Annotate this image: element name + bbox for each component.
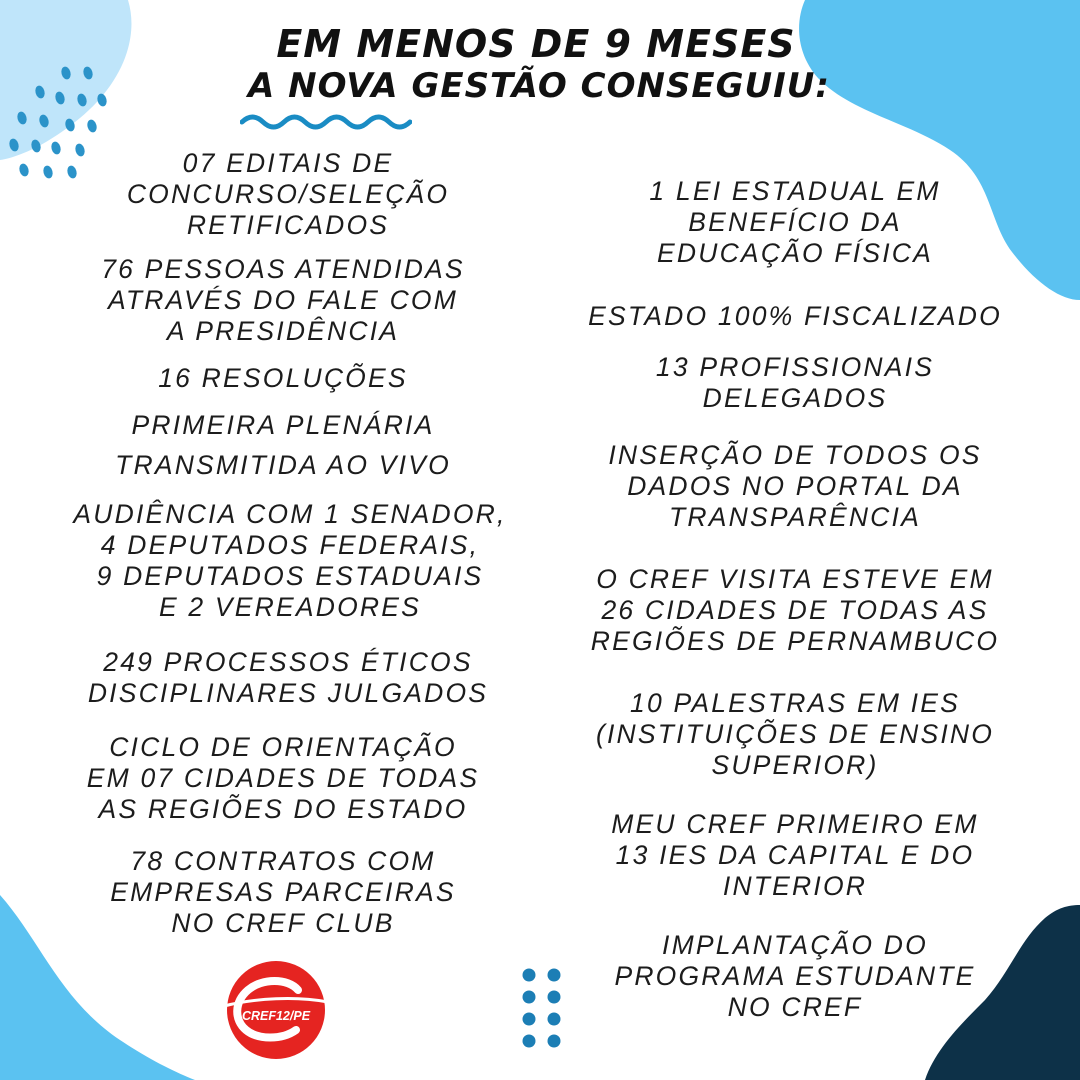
item-line: 13 IES DA CAPITAL E DO xyxy=(615,840,975,870)
wave-underline-icon xyxy=(240,110,412,130)
item-line: NO CREF xyxy=(727,992,863,1022)
item-line: 10 PALESTRAS EM IES xyxy=(630,688,960,718)
item-line: ESTADO 100% FISCALIZADO xyxy=(588,301,1002,331)
right-item-meu-cref xyxy=(570,809,1020,902)
item-line: (INSTITUIÇÕES DE ENSINO xyxy=(595,719,995,749)
item-line: DELEGADOS xyxy=(702,383,888,413)
dot-pattern-bottom xyxy=(523,969,561,1048)
left-item-contratos xyxy=(73,846,493,939)
left-item-pessoas-atendidas xyxy=(68,254,498,347)
item-line: INSERÇÃO DE TODOS OS xyxy=(608,440,982,470)
item-line: 1 LEI ESTADUAL EM xyxy=(649,176,941,206)
item-line: MEU CREF PRIMEIRO EM xyxy=(611,809,979,839)
left-item-primeira-plenaria xyxy=(83,410,483,441)
item-line: EMPRESAS PARCEIRAS xyxy=(110,877,456,907)
right-item-estado-fiscalizado xyxy=(560,301,1030,332)
item-line: EM 07 CIDADES DE TODAS xyxy=(86,763,480,793)
item-line: PRIMEIRA PLENÁRIA xyxy=(131,410,435,440)
logo-text: CREF12/PE xyxy=(241,1009,311,1023)
item-line: 07 EDITAIS DE xyxy=(182,148,394,178)
item-line: SUPERIOR) xyxy=(711,750,879,780)
right-item-programa-estudante xyxy=(570,930,1020,1023)
item-line: PROGRAMA ESTUDANTE xyxy=(614,961,976,991)
item-line: 78 CONTRATOS COM xyxy=(130,846,436,876)
item-line: 26 CIDADES DE TODAS AS xyxy=(601,595,989,625)
left-item-transmitida xyxy=(83,450,483,481)
item-line: ATRAVÉS DO FALE COM xyxy=(107,285,459,315)
item-line: O CREF VISITA ESTEVE EM xyxy=(596,564,994,594)
item-line: 4 DEPUTADOS FEDERAIS, xyxy=(100,530,480,560)
right-item-portal-transparencia xyxy=(570,440,1020,533)
left-item-editais xyxy=(88,148,488,241)
item-line: 76 PESSOAS ATENDIDAS xyxy=(101,254,465,284)
right-item-profissionais-delegados xyxy=(570,352,1020,414)
item-line: INTERIOR xyxy=(722,871,868,901)
item-line: AUDIÊNCIA COM 1 SENADOR, xyxy=(73,499,507,529)
item-line: BENEFÍCIO DA xyxy=(688,207,902,237)
left-item-resolucoes xyxy=(83,363,483,394)
left-item-ciclo-orientacao xyxy=(43,732,523,825)
item-line: CONCURSO/SELEÇÃO xyxy=(126,179,450,209)
right-item-lei-estadual xyxy=(570,176,1020,269)
item-line: RETIFICADOS xyxy=(186,210,390,240)
item-line: REGIÕES DE PERNAMBUCO xyxy=(590,626,1000,656)
item-line: IMPLANTAÇÃO DO xyxy=(662,930,928,960)
right-item-cref-visita xyxy=(560,564,1030,657)
item-line: EDUCAÇÃO FÍSICA xyxy=(657,238,933,268)
title-line-2: A NOVA GESTÃO CONSEGUIU: xyxy=(247,66,831,106)
item-line: A PRESIDÊNCIA xyxy=(166,316,400,346)
item-line: TRANSPARÊNCIA xyxy=(669,502,921,532)
item-line: DISCIPLINARES JULGADOS xyxy=(87,678,489,708)
item-line: 13 PROFISSIONAIS xyxy=(655,352,935,382)
title-line-1: EM MENOS DE 9 MESES xyxy=(276,22,796,66)
item-line: 16 RESOLUÇÕES xyxy=(158,363,408,393)
left-item-audiencia xyxy=(40,499,540,623)
item-line: CICLO DE ORIENTAÇÃO xyxy=(109,732,457,762)
item-line: AS REGIÕES DO ESTADO xyxy=(98,794,468,824)
item-line: NO CREF CLUB xyxy=(171,908,395,938)
item-line: DADOS NO PORTAL DA xyxy=(627,471,963,501)
cref-logo-icon xyxy=(216,960,336,1060)
item-line: E 2 VEREADORES xyxy=(158,592,421,622)
item-line: 9 DEPUTADOS ESTADUAIS xyxy=(96,561,484,591)
item-line: TRANSMITIDA AO VIVO xyxy=(115,450,451,480)
item-line: 249 PROCESSOS ÉTICOS xyxy=(103,647,473,677)
right-item-palestras-ies xyxy=(565,688,1025,781)
left-item-processos-eticos xyxy=(48,647,528,709)
